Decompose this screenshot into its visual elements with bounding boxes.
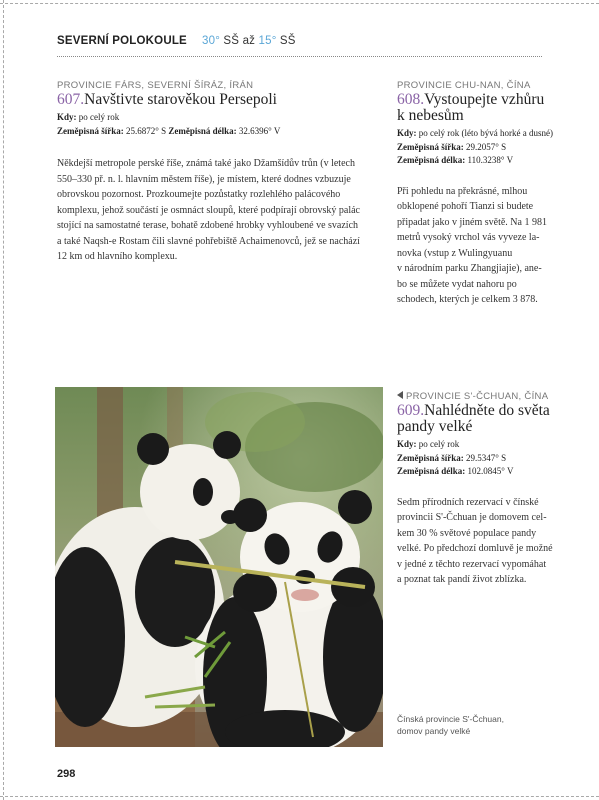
running-head bbox=[57, 35, 542, 47]
entry-region: PROVINCIE CHU-NAN, ČÍNA bbox=[397, 80, 531, 91]
entry-region: PROVINCIE S'-ČCHUAN, ČÍNA bbox=[406, 391, 549, 402]
lat-row bbox=[397, 141, 557, 155]
when-value: po celý rok (léto bývá horké a dusné) bbox=[418, 128, 553, 138]
range-to-degree: 15° bbox=[258, 35, 277, 47]
cut-line-left bbox=[3, 0, 4, 800]
entry-608 bbox=[397, 80, 557, 308]
caption-line-2: domov pandy velké bbox=[397, 726, 471, 736]
body-line: provincii S'-Čchuan je domovem cel- bbox=[397, 512, 547, 523]
caption-line-1: Čínská provincie S'-Čchuan, bbox=[397, 714, 504, 724]
body-line: schodech, kterých je celkem 3 878. bbox=[397, 294, 538, 305]
entry-number: 607. bbox=[57, 91, 85, 108]
body-line: stojící na samostatné terase, bohatě zdobené hrobky vyhloubené ve svazích bbox=[57, 220, 359, 231]
entry-number: 608. bbox=[397, 91, 425, 108]
lon-label: Zeměpisná délka: bbox=[168, 125, 237, 136]
when-label: Kdy: bbox=[397, 128, 417, 138]
body-line: Sedm přírodních rezervací v čínské bbox=[397, 496, 539, 508]
lat-value: 29.5347° S bbox=[466, 452, 507, 463]
body-line: připadat jako v jiném světě. Na 1 981 bbox=[397, 216, 547, 228]
entry-609 bbox=[397, 391, 557, 588]
lat-row bbox=[397, 452, 557, 466]
lon-value: 102.0845° V bbox=[467, 466, 514, 476]
panda-illustration bbox=[55, 387, 383, 747]
body-line: a také Naqsh-e Rostam čili slavné pohřebiště Achaimenovců, jež se nachází bbox=[57, 235, 360, 247]
header-divider bbox=[57, 56, 542, 57]
entry-title bbox=[397, 403, 557, 435]
entry-title bbox=[397, 92, 557, 124]
when-row bbox=[397, 127, 557, 141]
body-line: a poznat tak pandí život zblízka. bbox=[397, 574, 527, 585]
lon-label: Zeměpisná délka: bbox=[397, 155, 466, 165]
range-to-hemisphere: SŠ bbox=[279, 35, 296, 47]
body-line: velké. Po předchozí domluvě je možné bbox=[397, 543, 553, 554]
lon-row bbox=[397, 465, 557, 479]
panda-photo bbox=[55, 387, 383, 747]
body-line: Někdejší metropole perské říše, známá také jako Džamšídův trůn (v letech bbox=[57, 158, 355, 169]
range-from-hemisphere: SŠ bbox=[223, 35, 240, 47]
entry-body bbox=[397, 495, 557, 588]
body-line: 12 km od hlavního komplexu. bbox=[57, 251, 178, 262]
lon-value: 110.3238° V bbox=[467, 155, 514, 165]
entry-title-line-2: k nebesům bbox=[397, 107, 464, 124]
range-connector: až bbox=[242, 35, 256, 47]
entry-meta bbox=[397, 438, 557, 479]
lat-label: Zeměpisná šířka: bbox=[57, 125, 124, 136]
body-line: v národním parku Zhangjiajie), ane- bbox=[397, 263, 542, 274]
photo-caption bbox=[397, 713, 547, 737]
body-line: 550–330 př. n. l. hlavním městem říše), je místem, které dodnes vzbuzuje bbox=[57, 173, 351, 185]
entry-number: 609. bbox=[397, 402, 425, 419]
entry-title-line-1: Nahlédněte do světa bbox=[424, 402, 550, 419]
when-label: Kdy: bbox=[57, 112, 77, 122]
entry-title-line-2: pandy velké bbox=[397, 418, 473, 435]
when-row bbox=[57, 111, 387, 125]
lat-value: 29.2057° S bbox=[466, 141, 507, 152]
body-line: metrů vysoký vrchol vás vyveze la- bbox=[397, 232, 540, 243]
body-line: Při pohledu na překrásné, mlhou bbox=[397, 185, 528, 197]
when-row bbox=[397, 438, 557, 452]
lon-value: 32.6396° V bbox=[238, 125, 281, 136]
body-line: komplexu, jehož součástí je osmnáct sloupů, které podpírají obrovský palác bbox=[57, 204, 360, 216]
body-line: bo se můžete vydat nahoru po bbox=[397, 278, 517, 290]
body-line: novka (vstup z Wulingyuanu bbox=[397, 247, 513, 259]
entry-meta bbox=[397, 127, 557, 168]
latitude-range bbox=[202, 35, 296, 47]
cut-line-top bbox=[0, 3, 599, 4]
body-line: obrovskou pozornost. Prozkoumejte pozůstatky rozlehlého palácového bbox=[57, 189, 341, 200]
when-value: po celý rok bbox=[418, 439, 460, 449]
lon-row bbox=[397, 154, 557, 168]
entry-title bbox=[57, 92, 387, 108]
section-title: SEVERNÍ POLOKOULE bbox=[57, 35, 187, 47]
entry-607 bbox=[57, 80, 387, 265]
lat-value: 25.6872° S bbox=[126, 125, 167, 136]
entry-body bbox=[397, 184, 557, 308]
page-number: 298 bbox=[57, 768, 76, 780]
entry-title-text: Navštivte starověkou Persepoli bbox=[84, 91, 277, 108]
lat-label: Zeměpisná šířka: bbox=[397, 452, 464, 463]
entry-title-line-1: Vystoupejte vzhůru bbox=[424, 91, 545, 108]
body-line: kem 30 % světové populace pandy bbox=[397, 527, 537, 539]
body-line: v jedné z těchto rezervací vypomáhat bbox=[397, 558, 547, 570]
lon-label: Zeměpisná délka: bbox=[397, 466, 466, 476]
entry-body bbox=[57, 156, 387, 265]
coordinates-row bbox=[57, 125, 387, 139]
arrow-left-icon bbox=[397, 391, 403, 399]
entry-meta bbox=[57, 111, 387, 138]
entry-region: PROVINCIE FÁRS, SEVERNÍ ŠÍRÁZ, ÍRÁN bbox=[57, 80, 254, 91]
range-from-degree: 30° bbox=[202, 35, 220, 47]
lat-label: Zeměpisná šířka: bbox=[397, 141, 464, 152]
when-label: Kdy: bbox=[397, 439, 417, 449]
body-line: obklopené pohoří Tianzi si budete bbox=[397, 201, 534, 212]
cut-line-bottom bbox=[0, 796, 599, 797]
when-value: po celý rok bbox=[78, 112, 120, 122]
entry-region-row bbox=[397, 391, 557, 402]
